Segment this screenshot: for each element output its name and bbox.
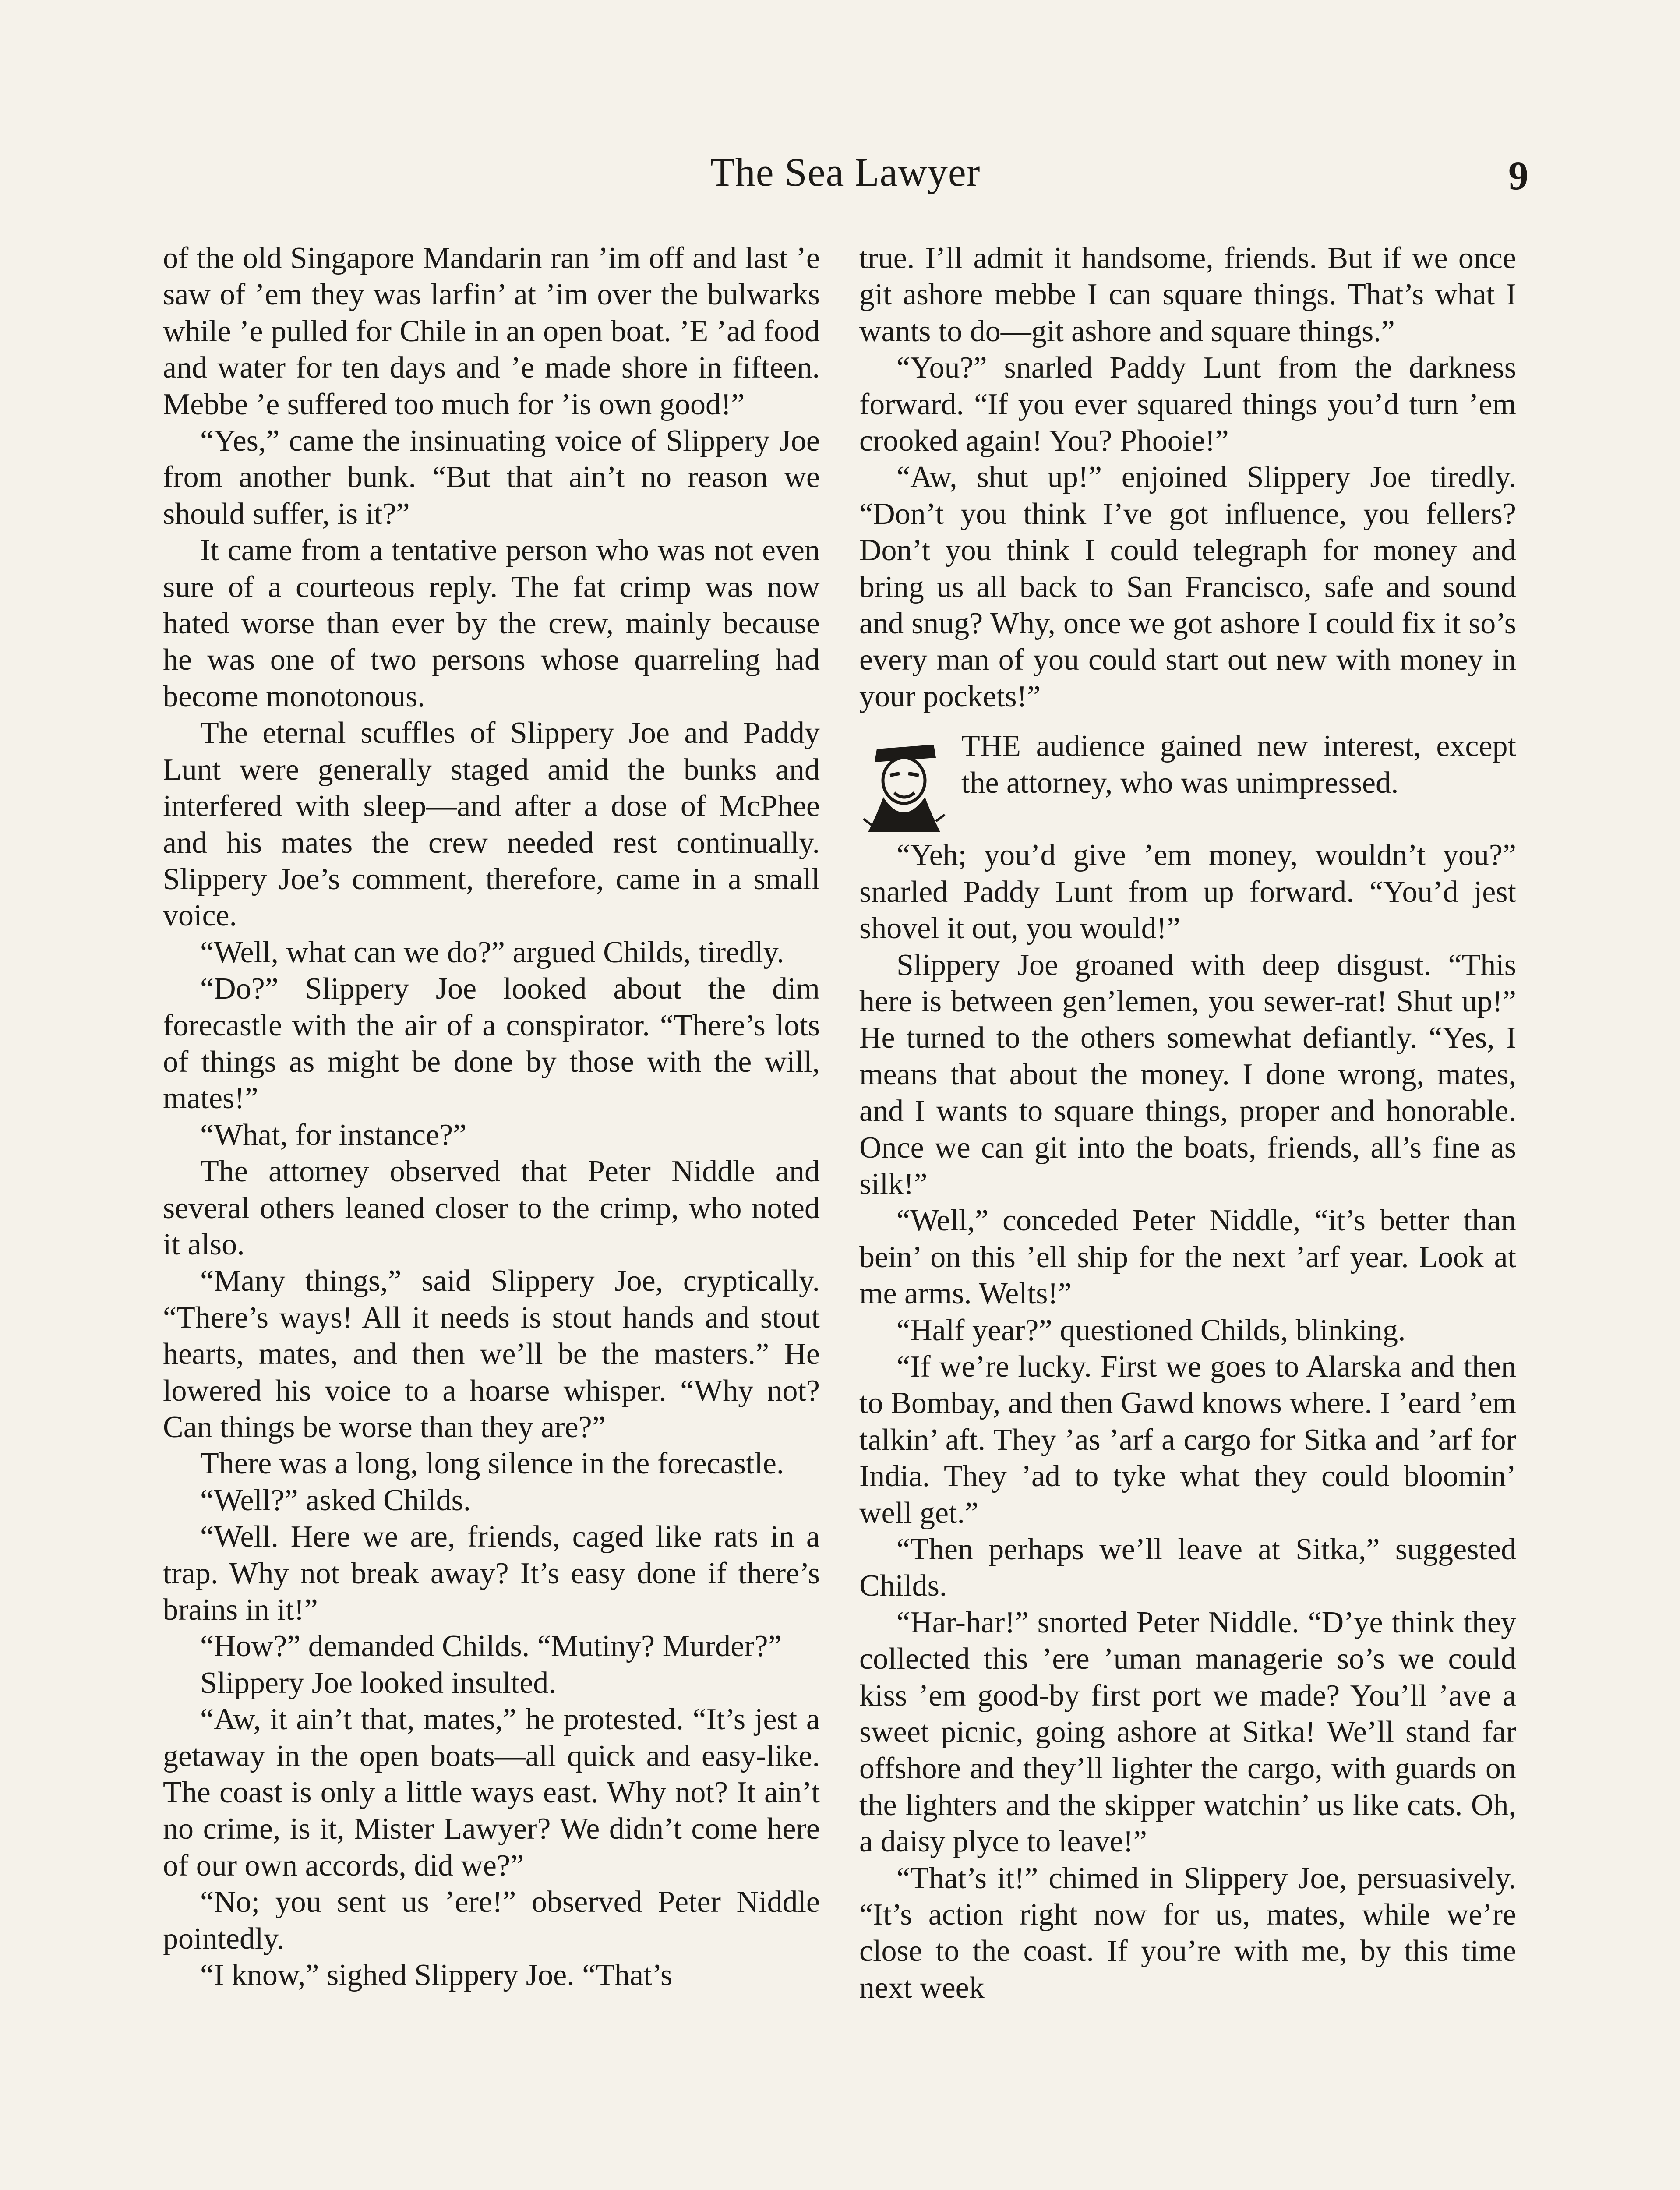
paragraph: “Do?” Slippery Joe looked about the dim forecastle with the air of a conspirator. “There’s lots of things as might be done by those with the will, mates!” [163, 972, 820, 1116]
paragraph: “Well. Here we are, friends, caged like rats in a trap. Why not break away? It’s easy done if there’s brains in it!” [163, 1520, 820, 1627]
paragraph: “Well,” conceded Peter Niddle, “it’s better than bein’ on this ’ell ship for the next ’arf year. Look at me arms. Welts!” [859, 1204, 1516, 1311]
paragraph: true. I’ll admit it handsome, friends. But if we once git ashore mebbe I can square things. That’s what I wants to do—git ashore and square things.” [859, 241, 1516, 348]
paragraph: “What, for instance?” [200, 1118, 467, 1152]
paragraph: “Yeh; you’d give ’em money, wouldn’t you?” snarled Paddy Lunt from up forward. “You’d jest shovel it out, you would!” [859, 838, 1516, 946]
right-column [859, 240, 1516, 2006]
sailor-portrait-icon [859, 731, 949, 834]
paragraph: “If we’re lucky. First we goes to Alarska and then to Bombay, and then Gawd knows where. I ’eard ’em talkin’ aft. They ’as ’arf a cargo for Sitka and ’arf for India. They ’ad to tyke what they could bloomin’ well get.” [859, 1349, 1516, 1530]
paragraph: It came from a tentative person who was not even sure of a courteous reply. The fat crimp was now hated worse than ever by the crew, mainly because he was one of two persons whose quarreling had become monotonous. [163, 533, 820, 714]
paragraph: “Well?” asked Childs. [200, 1483, 471, 1517]
left-column [163, 240, 820, 1994]
paragraph: “That’s it!” chimed in Slippery Joe, persuasively. “It’s action right now for us, mates, while we’re close to the coast. If you’re with me, by this time next week [859, 1861, 1516, 2005]
paragraph: “Har-har!” snorted Peter Niddle. “D’ye think they collected this ’ere ’uman managerie so’s we could kiss ’em good-by first port we made? You’ll ’ave a sweet picnic, going ashore at Sitka! We’ll stand far offshore and they’ll lighter the cargo, with guards on the lighters and the skipper watchin’ us like cats. Oh, a daisy plyce to leave!” [859, 1605, 1516, 1859]
paragraph: Slippery Joe looked insulted. [200, 1666, 556, 1700]
page-header [162, 149, 1528, 206]
paragraph: “Aw, shut up!” enjoined Slippery Joe tiredly. “Don’t you think I’ve got influence, you fellers? Don’t you think I could telegraph for money and bring us all back to San Francisco, safe and sound and snug? Why, once we got ashore I could fix it so’s every man of you could start out new with money in your pockets!” [859, 460, 1516, 714]
paragraph: “Aw, it ain’t that, mates,” he protested. “It’s jest a getaway in the open boats—all quick and easy-like. The coast is only a little ways east. Why not? It ain’t no crime, is it, Mister Lawyer? We didn’t come here of our own accords, did we?” [163, 1703, 820, 1883]
paragraph: “Well, what can we do?” argued Childs, tiredly. [200, 935, 784, 969]
paragraph: “How?” demanded Childs. “Mutiny? Murder?” [200, 1629, 782, 1664]
paragraph: “No; you sent us ’ere!” observed Peter Niddle pointedly. [163, 1885, 820, 1956]
paragraph: “I know,” sighed Slippery Joe. “That’s [200, 1958, 673, 1992]
section-opening [859, 728, 1516, 837]
paragraph: of the old Singapore Mandarin ran ’im off and last ’e saw of ’em they was larfin’ at ’im over the bulwarks while ’e pulled for Chile in an open boat. ’E ’ad food and water for ten days and ’e made shore in fifteen. Mebbe ’e suffered too much for ’is own good!” [163, 241, 820, 421]
paragraph: “You?” snarled Paddy Lunt from the darkness forward. “If you ever squared things you’d turn ’em crooked again! You? Phooie!” [859, 351, 1516, 458]
paragraph: The eternal scuffles of Slippery Joe and Paddy Lunt were generally staged amid the bunks and interfered with sleep—and after a dose of McPhee and his mates the crew needed rest continually. Slippery Joe’s comment, therefore, came in a small voice. [163, 716, 820, 933]
paragraph: The attorney observed that Peter Niddle and several others leaned closer to the crimp, who noted it also. [163, 1155, 820, 1261]
paragraph: “Half year?” questioned Childs, blinking. [896, 1313, 1406, 1347]
paragraph: “Then perhaps we’ll leave at Sitka,” suggested Childs. [859, 1533, 1516, 1603]
paragraph: “Many things,” said Slippery Joe, cryptically. “There’s ways! All it needs is stout hands and stout hearts, mates, and then we’ll be the masters.” He lowered his voice to a hoarse whisper. “Why not? Can things be worse than they are?” [163, 1264, 820, 1444]
paragraph: Slippery Joe groaned with deep disgust. “This here is between gen’lemen, you sewer-rat! Shut up!” He turned to the others somewhat defiantly. “Yes, I means that about the money. I done wrong, mates, and I wants to square things, proper and honorable. Once we can git into the boats, friends, all’s fine as silk!” [859, 948, 1516, 1201]
paragraph: “Yes,” came the insinuating voice of Slippery Joe from another bunk. “But that ain’t no reason we should suffer, is it?” [163, 424, 820, 531]
page-number: 9 [1508, 153, 1528, 198]
paragraph: There was a long, long silence in the forecastle. [200, 1447, 784, 1481]
opening-paragraph: THE audience gained new interest, except the attorney, who was unimpressed. [961, 729, 1516, 800]
running-title: The Sea Lawyer [710, 150, 981, 194]
